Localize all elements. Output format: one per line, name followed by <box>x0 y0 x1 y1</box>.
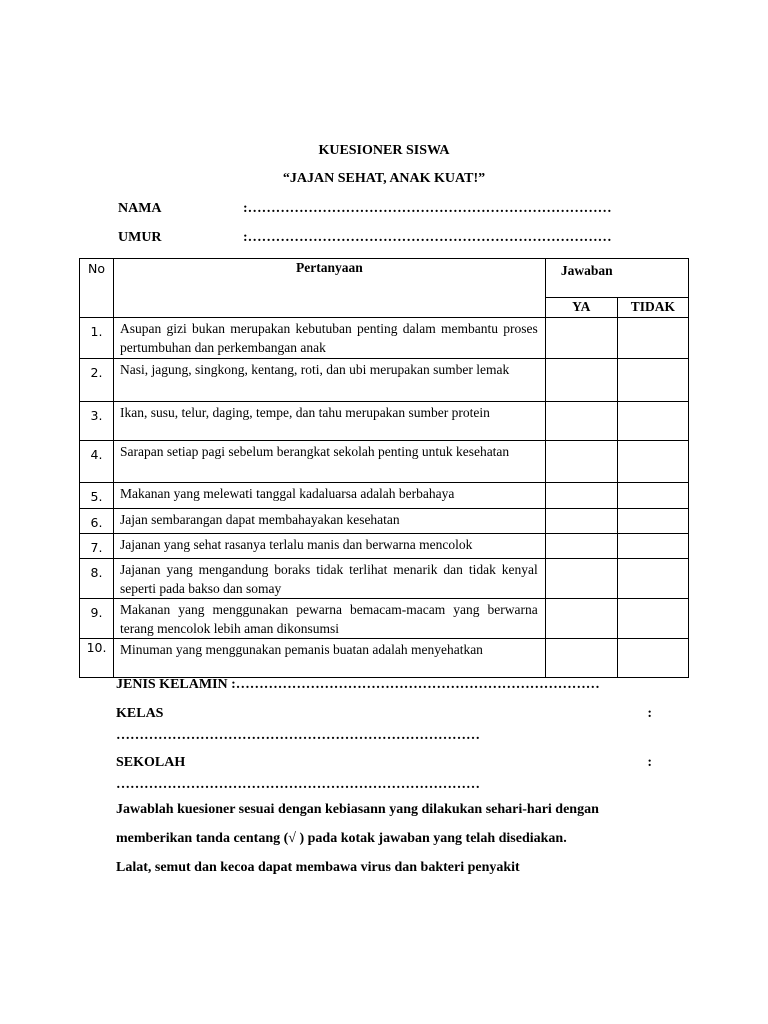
document-subtitle: “JAJAN SEHAT, ANAK KUAT!” <box>282 171 486 186</box>
row-number: 9. <box>80 599 114 639</box>
answer-ya-cell[interactable] <box>545 509 617 534</box>
jenis-kelamin-field: JENIS KELAMIN :…………………………………………………………………… <box>116 677 600 692</box>
kelas-dots: …………………………………………………………………… <box>116 728 480 743</box>
answer-ya-cell[interactable] <box>545 318 617 359</box>
answer-tidak-cell[interactable] <box>617 402 688 441</box>
answer-tidak-cell[interactable] <box>617 318 688 359</box>
answer-tidak-cell[interactable] <box>617 509 688 534</box>
table-row <box>80 599 689 639</box>
sekolah-dots: …………………………………………………………………… <box>116 777 480 792</box>
answer-ya-cell[interactable] <box>545 402 617 441</box>
sekolah-field <box>116 755 652 792</box>
row-question: Asupan gizi bukan merupakan kebutuban penting dalam membantu proses pertumbuhan dan perkembangan anak <box>114 318 546 359</box>
table-row <box>80 639 689 678</box>
row-number: 4. <box>80 441 114 483</box>
answer-tidak-cell[interactable] <box>617 359 688 402</box>
sekolah-colon: : <box>647 755 652 770</box>
umur-field <box>118 230 652 246</box>
row-number: 6. <box>80 509 114 534</box>
row-question: Minuman yang menggunakan pemanis buatan adalah menyehatkan <box>114 639 546 678</box>
nama-label: NAMA <box>118 201 162 216</box>
row-number: 8. <box>80 559 114 599</box>
header-question: Pertanyaan <box>114 259 546 318</box>
nama-field <box>118 201 652 217</box>
table-row <box>80 318 689 359</box>
answer-ya-cell[interactable] <box>545 639 617 678</box>
table-header-row <box>80 259 689 298</box>
row-number: 5. <box>80 483 114 509</box>
questionnaire-table <box>79 258 689 678</box>
header-answer <box>545 259 688 298</box>
table-row <box>80 441 689 483</box>
answer-tidak-cell[interactable] <box>617 639 688 678</box>
sekolah-label: SEKOLAH <box>116 755 186 770</box>
table-row <box>80 509 689 534</box>
answer-tidak-cell[interactable] <box>617 483 688 509</box>
answer-ya-cell[interactable] <box>545 599 617 639</box>
answer-ya-cell[interactable] <box>545 359 617 402</box>
row-number: 3. <box>80 402 114 441</box>
row-question: Jajan sembarangan dapat membahayakan kesehatan <box>114 509 546 534</box>
table-row <box>80 559 689 599</box>
table-row <box>80 402 689 441</box>
answer-tidak-cell[interactable] <box>617 599 688 639</box>
document-title: KUESIONER SISWA <box>318 143 450 158</box>
instruction-line-1: Jawablah kuesioner sesuai dengan kebiasann yang dilakukan sehari-hari dengan <box>116 802 599 817</box>
header-tidak: TIDAK <box>617 298 688 318</box>
nama-value: :…………………………………………………………………… <box>243 201 612 216</box>
table-row <box>80 534 689 559</box>
answer-ya-cell[interactable] <box>545 483 617 509</box>
table-row <box>80 359 689 402</box>
row-number: 7. <box>80 534 114 559</box>
umur-value: :…………………………………………………………………… <box>243 230 612 245</box>
answer-tidak-cell[interactable] <box>617 534 688 559</box>
instruction-line-3: Lalat, semut dan kecoa dapat membawa virus dan bakteri penyakit <box>116 860 520 875</box>
row-number: 2. <box>80 359 114 402</box>
header-no: No <box>80 259 114 318</box>
header-answer-text: Jawaban <box>560 263 613 278</box>
row-question: Jajanan yang sehat rasanya terlalu manis dan berwarna mencolok <box>114 534 546 559</box>
row-question: Nasi, jagung, singkong, kentang, roti, dan ubi merupakan sumber lemak <box>114 359 546 402</box>
row-question: Makanan yang menggunakan pewarna bemacam-macam yang berwarna terang mencolok lebih aman dikonsumsi <box>114 599 546 639</box>
row-question: Ikan, susu, telur, daging, tempe, dan tahu merupakan sumber protein <box>114 402 546 441</box>
row-question: Jajanan yang mengandung boraks tidak terlihat menarik dan tidak kenyal seperti pada bakso dan somay <box>114 559 546 599</box>
answer-ya-cell[interactable] <box>545 534 617 559</box>
kelas-label: KELAS <box>116 706 164 721</box>
row-number: 1. <box>80 318 114 359</box>
row-question: Sarapan setiap pagi sebelum berangkat sekolah penting untuk kesehatan <box>114 441 546 483</box>
answer-ya-cell[interactable] <box>545 559 617 599</box>
answer-ya-cell[interactable] <box>545 441 617 483</box>
kelas-colon: : <box>647 706 652 721</box>
answer-tidak-cell[interactable] <box>617 441 688 483</box>
row-number: 10. <box>80 639 114 678</box>
row-question: Makanan yang melewati tanggal kadaluarsa adalah berbahaya <box>114 483 546 509</box>
kelas-field <box>116 706 652 743</box>
umur-label: UMUR <box>118 230 162 245</box>
header-ya: YA <box>545 298 617 318</box>
table-row <box>80 483 689 509</box>
answer-tidak-cell[interactable] <box>617 559 688 599</box>
instruction-line-2: memberikan tanda centang (√ ) pada kotak jawaban yang telah disediakan. <box>116 831 567 846</box>
